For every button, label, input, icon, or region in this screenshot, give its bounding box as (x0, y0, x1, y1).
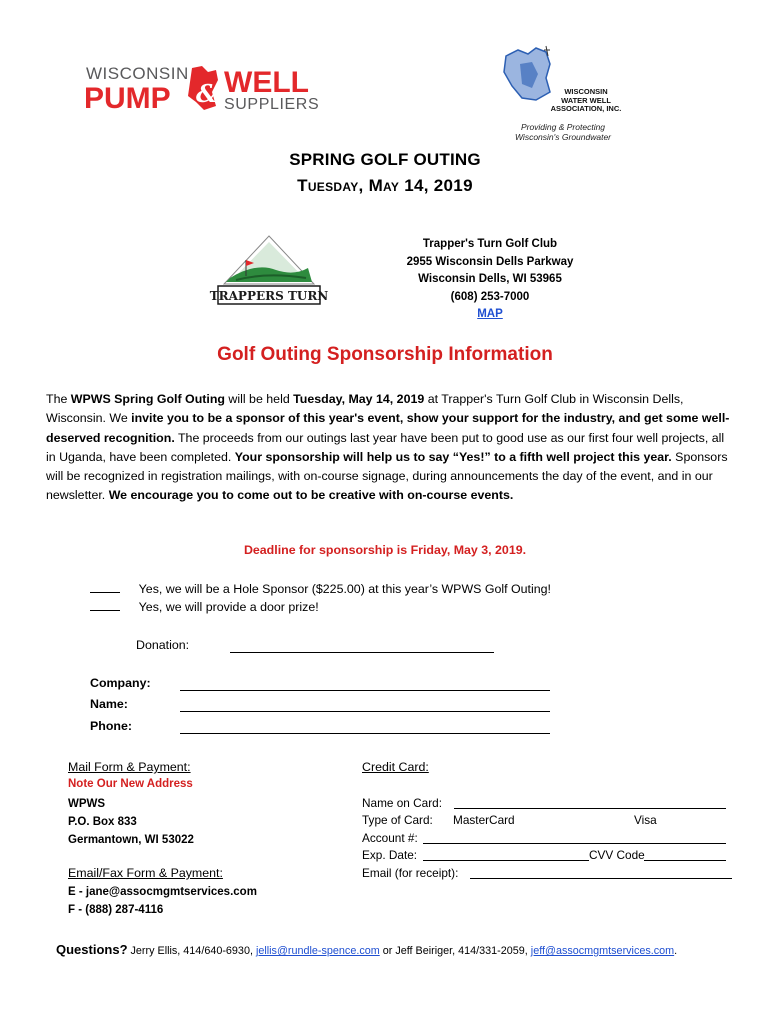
card-name-label: Name on Card: (362, 796, 442, 810)
wpws-logo-line1: WISCONSIN (86, 64, 189, 83)
club-street: 2955 Wisconsin Dells Parkway (406, 255, 574, 268)
wpws-logo-well: WELL (224, 66, 309, 99)
trappers-turn-logo (209, 234, 329, 308)
trappers-turn-graphic (209, 234, 329, 308)
exp-date-label: Exp. Date: (362, 848, 418, 862)
intro-paragraph: The WPWS Spring Golf Outing will be held Tuesday, May 14, 2019 at Trapper's Turn Golf Club in Wisconsin Dells, Wisconsin. We invite you to be a sponsor of this year's event, show your support for the industry, and get some well-deserved recognition. The proceeds from our outings last year have been put to good use as our first four well projects, all in Uganda, have been completed. Your sponsorship will help us to say “Yes!” to a fifth well project this year. Sponsors will be recognized in registration mailings, with on-course signage, during announcements the day of the event, and in our newsletter. We encourage you to come out to be creative with on-course events. (46, 392, 730, 503)
account-field[interactable] (423, 832, 726, 844)
wpws-logo-ampersand: & (196, 79, 218, 108)
credit-card-heading: Credit Card: (362, 760, 429, 774)
mail-form-heading: Mail Form & Payment: (68, 760, 191, 774)
wwwa-logo-name: WISCONSIN WATER WELL ASSOCIATION, INC. (550, 87, 622, 113)
club-name: Trapper's Turn Golf Club (422, 238, 558, 250)
donation-field[interactable] (230, 641, 494, 653)
receipt-email-label: Email (for receipt): (362, 866, 459, 880)
phone-field[interactable] (180, 722, 550, 734)
exp-date-field[interactable] (423, 849, 589, 861)
wpws-logo-pump: PUMP (84, 82, 171, 115)
trappers-turn-name: TRAPPERS TURN (209, 289, 329, 303)
emailfax-fax: F - (888) 287-4116 (68, 904, 164, 916)
email-link-jeff[interactable]: jeff@assocmgmtservices.com (530, 945, 675, 957)
card-type-visa[interactable]: Visa (634, 813, 657, 827)
event-date: Tuesday, May 14, 2019 (297, 176, 473, 195)
company-field[interactable] (180, 679, 550, 691)
door-prize-check-blank[interactable] (90, 599, 120, 611)
company-label: Company: (90, 676, 151, 690)
wpws-logo (84, 62, 340, 114)
emailfax-heading: Email/Fax Form & Payment: (68, 866, 223, 880)
event-title: SPRING GOLF OUTING (289, 150, 481, 169)
name-field[interactable] (180, 700, 550, 712)
questions-label: Questions? (56, 942, 128, 957)
card-type-label: Type of Card: (362, 813, 433, 827)
sponsorship-heading: Golf Outing Sponsorship Information (217, 344, 553, 365)
cvv-label: CVV Code (589, 848, 645, 862)
deadline-notice: Deadline for sponsorship is Friday, May 3, 2019. (243, 543, 527, 557)
card-type-mastercard[interactable]: MasterCard (453, 813, 515, 827)
wwwa-logo-tagline: Providing & Protecting Wisconsin's Groundwater (514, 122, 612, 142)
emailfax-email: E - jane@assocmgmtservices.com (68, 886, 257, 898)
donation-label: Donation: (136, 638, 190, 652)
club-city: Wisconsin Dells, WI 53965 (418, 273, 562, 285)
option-door-prize[interactable]: Yes, we will provide a door prize! (90, 598, 690, 616)
club-address (350, 236, 630, 324)
option-hole-sponsor[interactable]: Yes, we will be a Hole Sponsor ($225.00) at this year’s WPWS Golf Outing! (90, 580, 690, 598)
wpws-logo-graphic (84, 62, 340, 114)
receipt-email-field[interactable] (470, 867, 732, 879)
card-name-field[interactable] (454, 797, 726, 809)
cvv-field[interactable] (644, 849, 726, 861)
map-link[interactable]: MAP (477, 308, 503, 320)
emailfax-contact (68, 883, 257, 919)
wpws-logo-suppliers: SUPPLIERS (224, 96, 320, 113)
questions-footer: Questions? Jerry Ellis, 414/640-6930, jellis@rundle-spence.com or Jeff Beiriger, 414/331-2059, jeff@assocmgmtservices.com. (56, 942, 678, 957)
club-phone: (608) 253-7000 (450, 290, 530, 303)
name-label: Name: (90, 697, 128, 711)
account-label: Account #: (362, 831, 418, 845)
hole-sponsor-check-blank[interactable] (90, 581, 120, 593)
phone-label: Phone: (90, 719, 132, 733)
mail-address: WPWS P.O. Box 833 Germantown, WI 53022 (68, 798, 194, 846)
email-link-jellis[interactable]: jellis@rundle-spence.com (255, 945, 380, 957)
new-address-note: Note Our New Address (68, 778, 193, 790)
wwwa-logo (498, 44, 628, 144)
